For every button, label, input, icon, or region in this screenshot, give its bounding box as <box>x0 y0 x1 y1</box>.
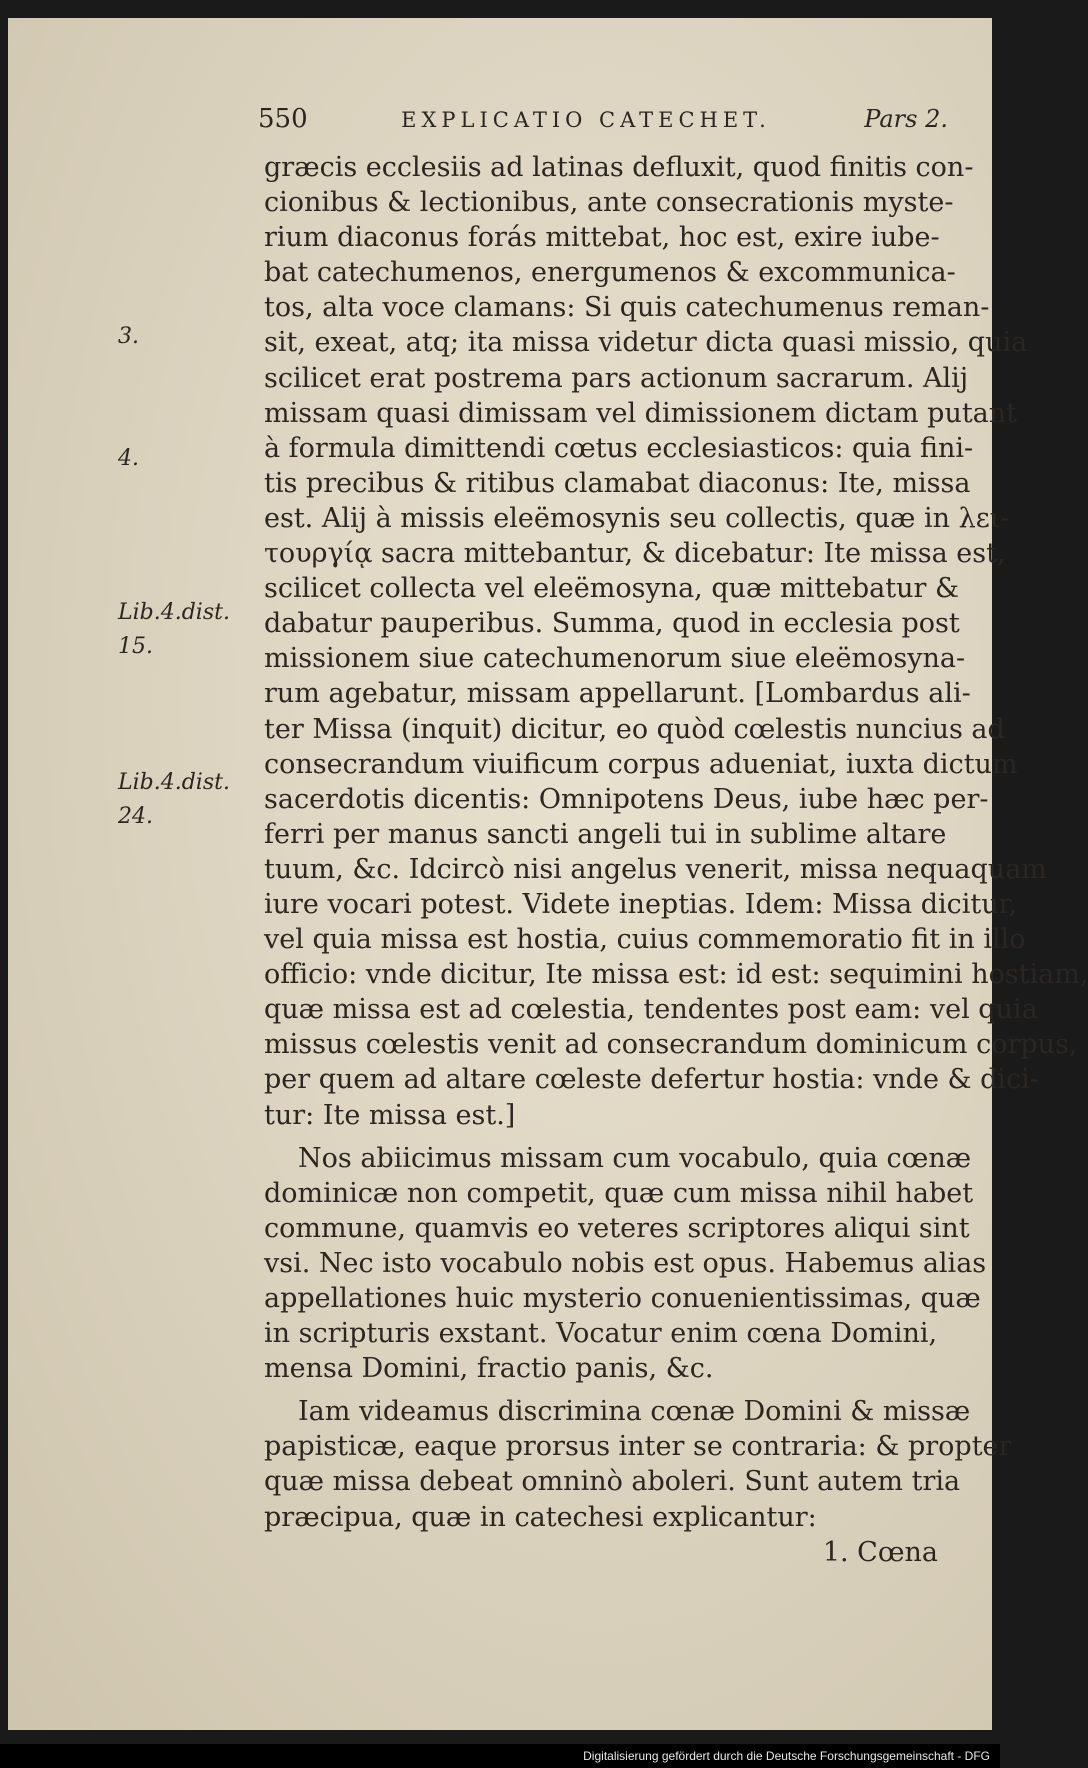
text-line: Nos abiicimus missam cum vocabulo, quia cœnæ <box>298 1142 972 1174</box>
text-line: officio: vnde dicitur, Ite missa est: id est: sequimini hostiam, <box>264 959 1088 991</box>
text-line: missus cœlestis venit ad consecrandum dominicum corpus, <box>264 1029 1078 1061</box>
text-line: mensa Domini, fractio panis, &c. <box>264 1353 714 1385</box>
text-line: quæ missa est ad cœlestia, tendentes post eam: vel quia <box>264 994 1038 1026</box>
paragraph-1 <box>264 150 1088 1133</box>
text-line: cionibus & lectionibus, ante consecrationis myste- <box>264 187 954 219</box>
text-line: bat catechumenos, energumenos & excommunica- <box>264 257 956 289</box>
text-line: est. Alij à missis eleëmosynis seu collectis, quæ in λει- <box>264 502 1010 534</box>
text-line: missionem siue catechumenorum siue eleëmosyna- <box>264 643 966 675</box>
text-line: quæ missa debeat omninò aboleri. Sunt autem tria <box>264 1466 961 1498</box>
text-line: à formula dimittendi cœtus ecclesiasticos: quia fini- <box>264 432 974 464</box>
text-line: appellationes huic mysterio conuenientissimas, quæ <box>264 1283 981 1314</box>
text-line: tis precibus & ritibus clamabat diaconus: Ite, missa <box>264 467 971 499</box>
text-line: per quem ad altare cœleste defertur hostia: vnde & dici- <box>264 1064 1039 1096</box>
main-text <box>264 150 1088 1570</box>
text-line: rum agebatur, missam appellarunt. [Lombardus ali- <box>264 678 971 710</box>
text-line: tur: Ite missa est.] <box>264 1099 516 1131</box>
text-line: dabatur pauperibus. Summa, quod in ecclesia post <box>264 608 960 640</box>
text-line: in scripturis exstant. Vocatur enim cœna Domini, <box>264 1318 938 1350</box>
text-line: iure vocari potest. Videte ineptias. Idem: Missa dicitur, <box>264 888 1018 920</box>
text-line: consecrandum viuificum corpus adueniat, iuxta dictum <box>264 748 1018 780</box>
text-line: sacerdotis dicentis: Omnipotens Deus, iube hæc per- <box>264 783 989 815</box>
margin-note: 3. <box>118 324 139 349</box>
margin-note: 15. <box>118 634 153 659</box>
text-line: τουργίᾳ sacra mittebantur, & dicebatur: Ite missa est, <box>264 538 1006 570</box>
text-line: scilicet collecta vel eleëmosyna, quæ mittebatur & <box>264 573 960 605</box>
text-line: commune, quamvis eo veteres scriptores aliqui sint <box>264 1212 970 1244</box>
text-line: ferri per manus sancti angeli tui in sublime altare <box>264 818 947 850</box>
text-line: dominicæ non competit, quæ cum missa nihil habet <box>264 1177 974 1209</box>
paragraph-2 <box>264 1141 987 1387</box>
text-line: vel quia missa est hostia, cuius commemoratio fit in illo <box>264 924 1026 956</box>
text-line: vsi. Nec isto vocabulo nobis est opus. Habemus alias <box>264 1247 987 1279</box>
page-number: 550 <box>258 104 308 134</box>
text-line: tos, alta voce clamans: Si quis catechumenus reman- <box>264 292 990 324</box>
running-header <box>258 104 948 134</box>
text-line: rium diaconus forás mittebat, hoc est, exire iube- <box>264 222 940 254</box>
text-line: papisticæ, eaque prorsus inter se contraria: & propter <box>264 1431 1012 1463</box>
text-line: sit, exeat, atq; ita missa videtur dicta quasi missio, quia <box>264 327 1028 359</box>
book-page <box>8 18 1088 1730</box>
running-title: EXPLICATIO CATECHET. <box>401 108 771 132</box>
text-line: ter Missa (inquit) dicitur, eo quòd cœlestis nuncius ad <box>264 713 1005 745</box>
part-label: Pars 2. <box>864 105 948 133</box>
catchword: 1. Cœna <box>822 1536 938 1568</box>
footer-credit: Digitalisierung gefördert durch die Deutsche Forschungsgemeinschaft - DFG <box>0 1744 1000 1768</box>
margin-note: Lib.4.dist. <box>118 770 230 795</box>
text-line: tuum, &c. Idcircò nisi angelus venerit, missa nequaquam <box>264 853 1047 885</box>
text-line: græcis ecclesiis ad latinas defluxit, quod finitis con- <box>264 152 974 183</box>
margin-note: 24. <box>118 804 153 829</box>
text-line: Iam videamus discrimina cœnæ Domini & missæ <box>298 1396 971 1428</box>
text-line: scilicet erat postrema pars actionum sacrarum. Alij <box>264 362 969 394</box>
margin-note: Lib.4.dist. <box>118 600 230 625</box>
paragraph-3 <box>264 1394 1012 1534</box>
text-line: missam quasi dimissam vel dimissionem dictam putant <box>264 397 1018 429</box>
text-line: præcipua, quæ in catechesi explicantur: <box>264 1501 817 1533</box>
margin-note: 4. <box>118 446 139 471</box>
